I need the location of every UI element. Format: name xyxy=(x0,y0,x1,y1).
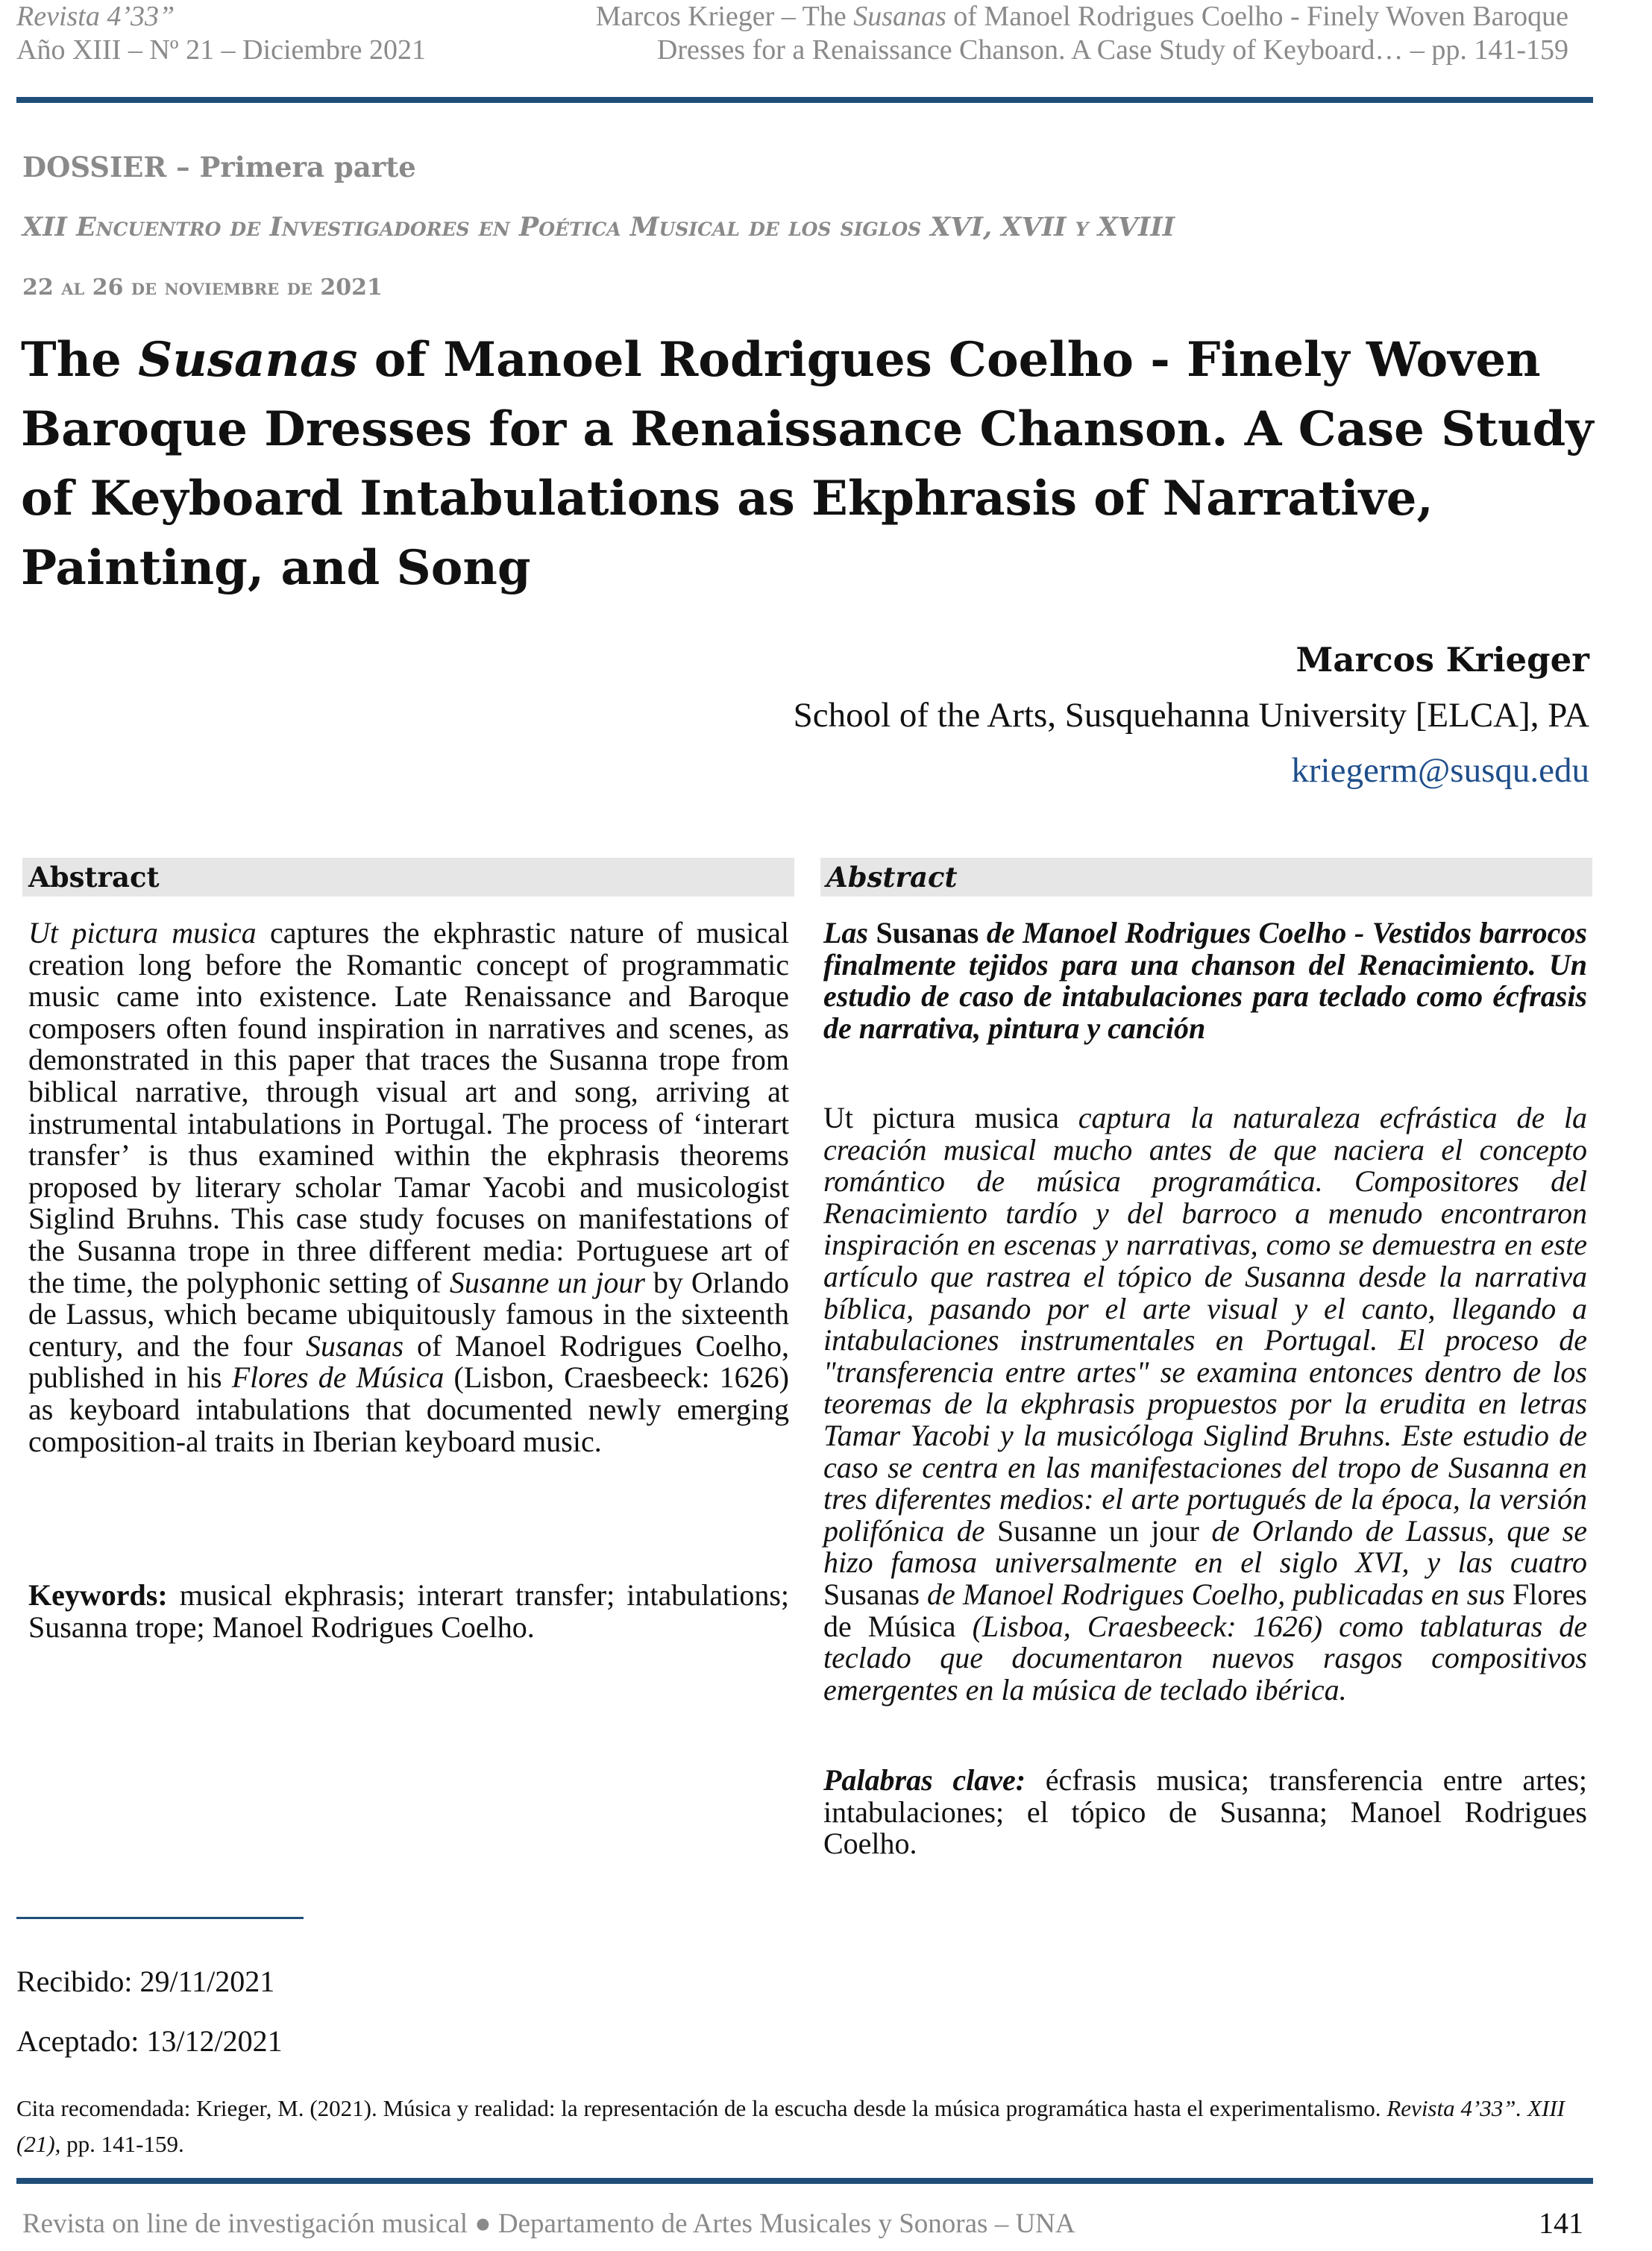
accepted-date: Aceptado: 13/12/2021 xyxy=(16,2024,283,2058)
es-text-2: de Orlando de Lassus, que se hizo famosa universalmente en el siglo XVI, y las cuatro xyxy=(823,1513,1588,1580)
title-post: of Manoel Rodrigues Coelho - Finely Woven Baroque Dresses for a Renaissance Chanson. A Case Study of Keyboard Intabulations as Ekphrasis of Narrative, Painting, and Song xyxy=(21,332,1594,596)
es-title-roman: Susanas xyxy=(876,916,979,949)
keywords-es xyxy=(823,1765,1587,1860)
keywords-list-en: musical ekphrasis; interart transfer; intabulations; Susanna trope; Manoel Rodrigues Coelho. xyxy=(28,1578,790,1644)
running-header-right xyxy=(596,0,1568,67)
es-work-title-1: Susanne un jour xyxy=(997,1513,1199,1548)
header-rule xyxy=(16,97,1593,103)
congress-dates: 22 al 26 de noviembre de 2021 xyxy=(22,274,383,301)
citation-text: Cita recomendada: Krieger, M. (2021). Música y realidad: la representación de la escucha desde la música programática hasta el experimentalismo. xyxy=(16,2095,1381,2121)
keywords-en xyxy=(28,1580,789,1643)
dossier-label: DOSSIER – Primera parte xyxy=(22,151,416,183)
es-work-title-2: Susanas xyxy=(823,1577,920,1611)
running-title-italic: Susanas xyxy=(853,1,946,32)
es-text-4: (Lisboa, Craesbeeck: 1626) como tablaturas de teclado que documentaron nuevos rasgos compositivos emergentes en la música de teclado ibérica. xyxy=(823,1609,1587,1707)
abstract-lead-italic: Ut pictura musica xyxy=(28,916,257,949)
abstract-work-title-1: Susanne un jour xyxy=(449,1265,645,1299)
title-pre: The xyxy=(21,332,122,388)
citation xyxy=(16,2091,1565,2162)
page-number: 141 xyxy=(1539,2206,1583,2240)
congress-name: XII Encuentro de Investigadores en Poética Musical de los siglos XVI, XVII y XVIII xyxy=(22,212,1175,242)
abstract-text-1: captures the ekphrastic nature of musical creation long before the Romantic concept of programmatic music came into existence. Late Renaissance and Baroque composers often found inspiration in narratives and scenes, as demonstrated in this paper that traces the Susanna trope from biblical narrative, through visual art and song, arriving at instrumental intabulations in Portugal. The process of ‘interart transfer’ is thus examined within the ekphrasis theorems proposed by literary scholar Tamar Yacobi and musicologist Siglind Bruhns. This case study focuses on manifestations of the Susanna trope in three different media: Portuguese art of the time, the polyphonic setting of xyxy=(28,916,789,1299)
es-work-title-3: Flores de Música xyxy=(823,1577,1587,1643)
abstract-text-3: of Manoel Rodrigues Coelho, published in his xyxy=(28,1328,789,1395)
article-title xyxy=(21,325,1595,603)
abstract-heading-en: Abstract xyxy=(22,858,794,897)
abstract-title-es xyxy=(823,917,1587,1044)
title-italic: Susanas xyxy=(138,332,358,388)
abstract-work-title-2: Susanas xyxy=(305,1328,404,1363)
es-lead: Ut pictura musica xyxy=(823,1101,1059,1134)
running-title-rest: of Manoel Rodrigues Coelho - Finely Woven Baroque xyxy=(953,1,1568,32)
footer-text: Revista on line de investigación musical ● Departamento de Artes Musicales y Sonoras – UNA xyxy=(22,2208,1075,2239)
abstract-work-title-3: Flores de Música xyxy=(231,1360,445,1395)
abstract-heading-es: Abstract xyxy=(820,858,1592,897)
journal-name: Revista 4’33” xyxy=(16,1,175,32)
citation-pages: pp. 141-159. xyxy=(66,2131,184,2157)
keywords-label-es: Palabras clave: xyxy=(823,1763,1026,1797)
author-email[interactable]: kriegerm@susqu.edu xyxy=(1291,751,1589,790)
footnote-rule xyxy=(16,1917,304,1919)
es-title-pre: Las xyxy=(823,916,868,949)
footer-rule xyxy=(16,2178,1593,2184)
abstract-text-4: (Lisbon, Craesbeeck: 1626) as keyboard intabulations that documented newly emerging composition-al traits in Iberian keyboard music. xyxy=(28,1360,789,1458)
author-name: Marcos Krieger xyxy=(1295,640,1589,679)
running-header-left xyxy=(16,0,426,67)
es-text-1: captura la naturaleza ecfrástica de la creación musical mucho antes de que naciera el concepto romántico de música programática. Compositores del Renacimiento tardío y del barroco a menudo encontraron inspiración en escenas y narrativas, como se demuestra en este artículo que rastrea el tópico de Susanna desde la narrativa bíblica, pasando por el arte visual y el canto, llegando a intabulaciones instrumentales en Portugal. El proceso de "transferencia entre artes" se examina entonces dentro de los teoremas de la ekphrasis propuestos por la erudita en letras Tamar Yacobi y la musicóloga Siglind Bruhns. Este estudio de caso se centra en las manifestaciones del tropo de Susanna en tres diferentes medios: el arte portugués de la época, la versión polifónica de xyxy=(823,1101,1587,1548)
keywords-list-es: écfrasis musica; transferencia entre artes; intabulaciones; el tópico de Susanna; Manoel Rodrigues Coelho. xyxy=(823,1763,1588,1861)
es-text-3: de Manoel Rodrigues Coelho, publicadas en sus xyxy=(926,1577,1505,1611)
keywords-label-en: Keywords: xyxy=(28,1578,168,1612)
abstract-body-en xyxy=(28,917,789,1457)
abstract-body-es xyxy=(823,1102,1587,1706)
running-author: Marcos Krieger – The xyxy=(595,1,847,32)
citation-journal: Revista 4’33”. XIII (21), xyxy=(16,2095,1565,2157)
issue-info: Año XIII – Nº 21 – Diciembre 2021 xyxy=(16,34,426,66)
received-date: Recibido: 29/11/2021 xyxy=(16,1965,275,1998)
abstract-text-2: by Orlando de Lassus, which became ubiquitously famous in the sixteenth century, and the four xyxy=(28,1265,790,1363)
running-title-line2: Dresses for a Renaissance Chanson. A Case Study of Keyboard… – pp. 141-159 xyxy=(656,34,1568,66)
es-title-post: de Manoel Rodrigues Coelho - Vestidos barrocos finalmente tejidos para una chanson del Renacimiento. Un estudio de caso de intabulaciones para teclado como écfrasis de narrativa, pintura y canción xyxy=(823,916,1587,1045)
author-affiliation: School of the Arts, Susquehanna University [ELCA], PA xyxy=(793,696,1589,735)
